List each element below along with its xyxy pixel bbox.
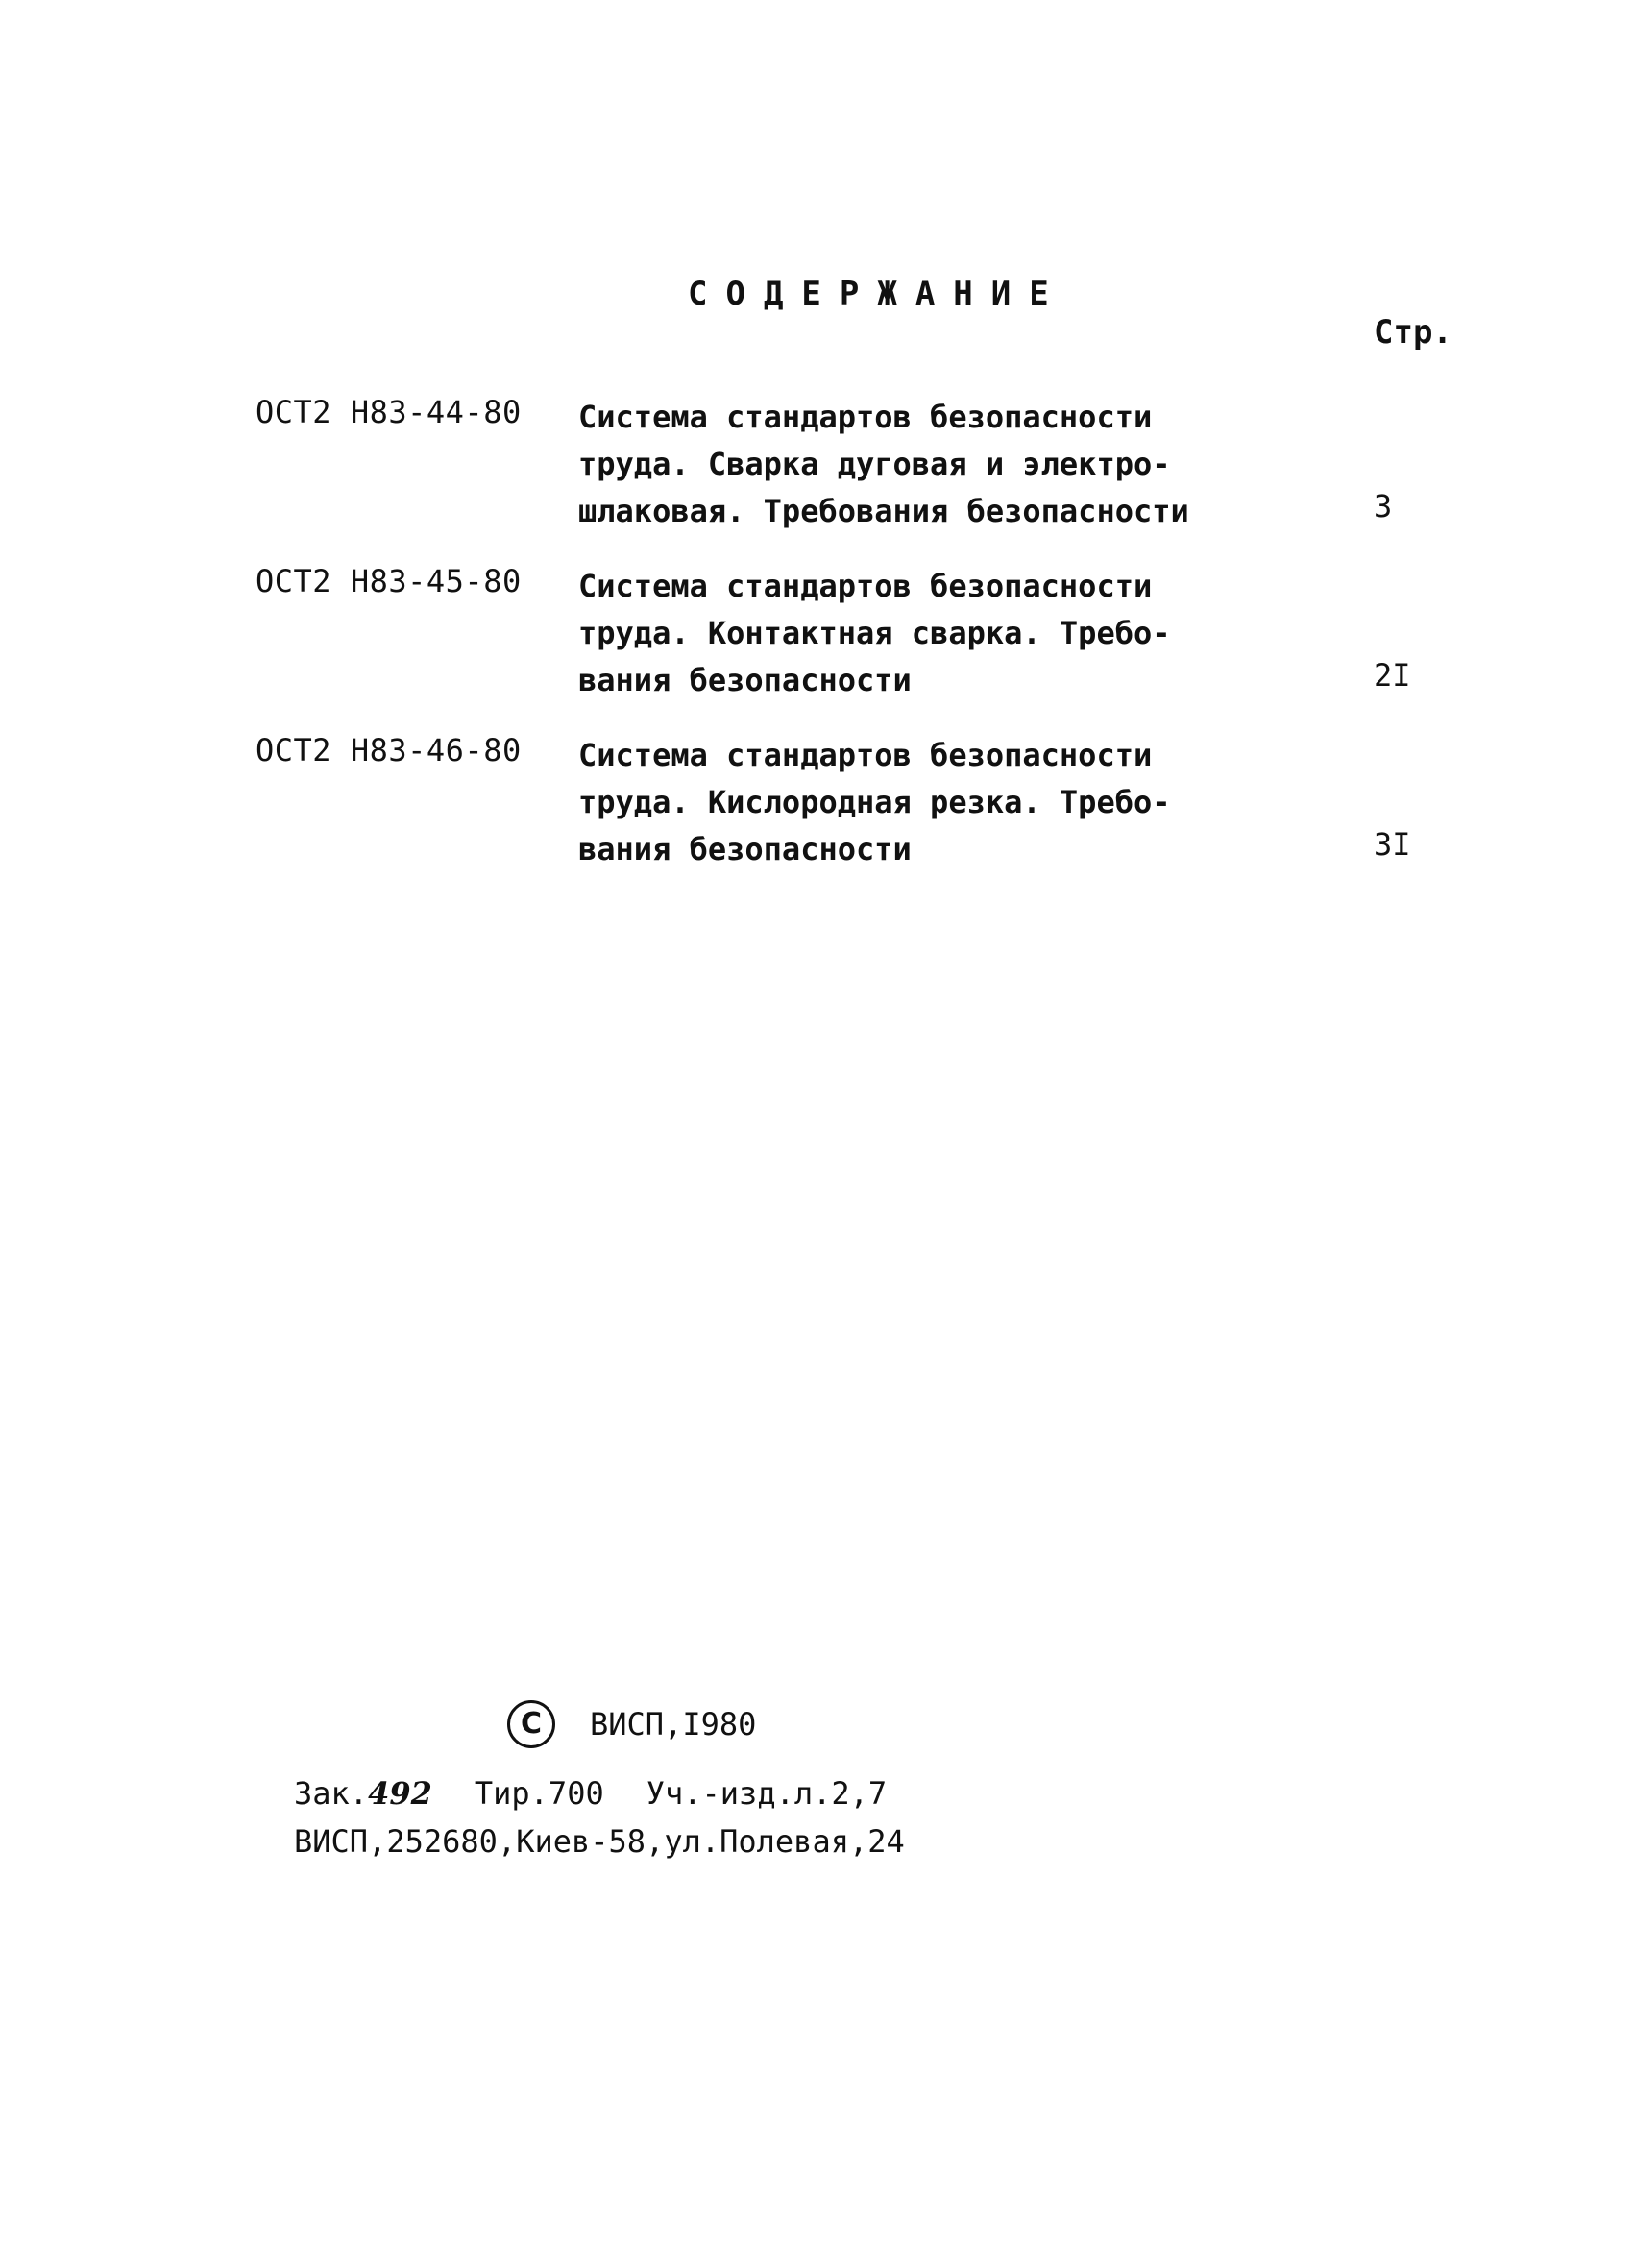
copyright-text: ВИСП,I980 — [590, 1706, 757, 1743]
page-number: 3 — [1374, 488, 1393, 524]
toc-heading: СОДЕРЖАНИЕ — [688, 275, 1067, 313]
standard-code: ОСТ2 Н83-45-80 — [256, 563, 522, 599]
order-number: 492 — [368, 1775, 432, 1812]
title-line: Система стандартов безопасности — [578, 399, 1153, 435]
page-column-label: Стр. — [1374, 313, 1452, 352]
standard-title — [578, 563, 1251, 704]
order-label: Зак. — [294, 1775, 369, 1812]
title-line: Система стандартов безопасности — [578, 737, 1153, 773]
toc-entry — [256, 563, 1411, 707]
title-line: труда. Сварка дуговая и электро- — [578, 446, 1171, 482]
title-line: вания безопасности — [578, 662, 912, 698]
copyright-icon: C — [507, 1700, 555, 1748]
imprint — [294, 1769, 905, 1866]
standard-code: ОСТ2 Н83-46-80 — [256, 732, 522, 768]
page-number: 3I — [1374, 826, 1411, 863]
title-line: труда. Кислородная резка. Требо- — [578, 784, 1171, 820]
copyright-line — [507, 1700, 756, 1748]
standard-title — [578, 732, 1251, 873]
title-line: шлаковая. Требования безопасности — [578, 493, 1189, 529]
print-run: Тир.700 — [474, 1775, 604, 1812]
toc-entry — [256, 394, 1408, 538]
toc-entry — [256, 732, 1411, 876]
page-number: 2I — [1374, 657, 1411, 694]
publisher-address: ВИСП,252680,Киев-58,ул.Полевая,24 — [294, 1823, 905, 1860]
title-line: труда. Контактная сварка. Требо- — [578, 615, 1171, 651]
title-line: Система стандартов безопасности — [578, 568, 1153, 604]
standard-code: ОСТ2 Н83-44-80 — [256, 394, 522, 430]
standard-title — [578, 394, 1251, 535]
imprint-line-order — [294, 1769, 905, 1817]
edition-sheets: Уч.-изд.л.2,7 — [646, 1775, 888, 1812]
title-line: вания безопасности — [578, 831, 912, 867]
